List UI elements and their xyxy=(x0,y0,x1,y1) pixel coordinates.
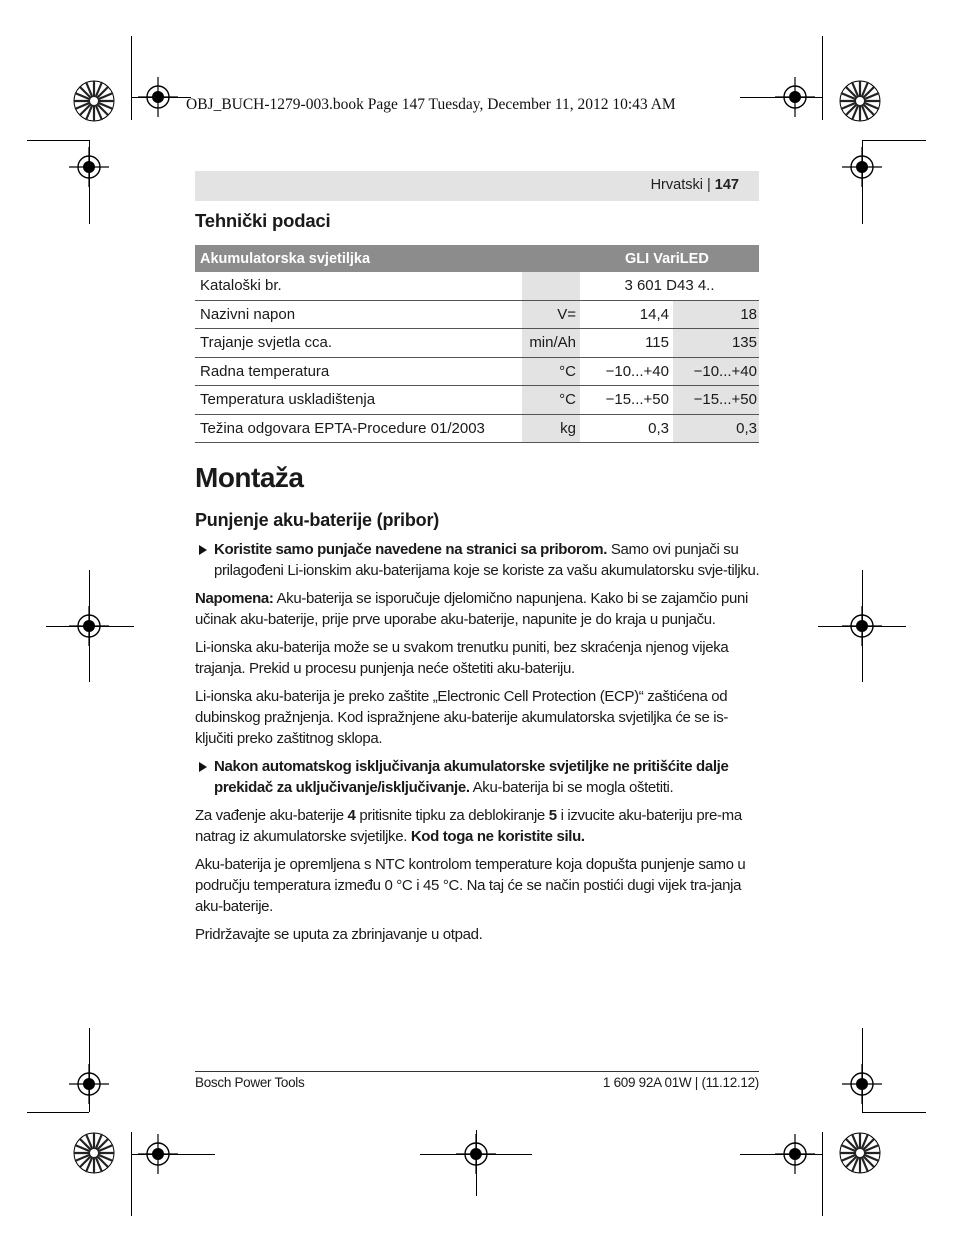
spec-table-header xyxy=(195,245,759,272)
crop-line xyxy=(822,1132,823,1216)
callout-number: 5 xyxy=(548,807,557,824)
row-unit: min/Ah xyxy=(522,329,580,358)
header-separator: | xyxy=(706,177,711,193)
bullet-text: Samo ovi punjači su prilagođeni Li-ionskim aku-baterijama koje se koriste za vašu akumulatorsku svje-tiljku. xyxy=(214,541,760,579)
crop-line xyxy=(131,1132,132,1216)
row-value-1: 14,4 xyxy=(580,300,673,329)
footer-doc-number: 1 609 92A 01W | (11.12.12) xyxy=(602,1075,759,1090)
row-unit: V= xyxy=(522,300,580,329)
paragraph: Aku-baterija je opremljena s NTC kontrolom temperature koja dopušta punjenje samo u području temperatura između 0 °C i 45 °C. Na taj će se način postići dugi vijek tra-janja aku-baterije. xyxy=(195,856,746,915)
color-star-target-icon xyxy=(72,1131,116,1175)
row-value-1: 0,3 xyxy=(580,414,673,443)
warning-text: Kod toga ne koristite silu. xyxy=(410,828,585,845)
paragraph: Li-ionska aku-baterija može se u svakom trenutku puniti, bez skraćenja njenog vijeka trajanja. Prekid u procesu punjenja neće oštetiti aku-bateriju. xyxy=(195,639,729,677)
row-label: Temperatura uskladištenja xyxy=(195,386,522,415)
crop-line xyxy=(27,1112,89,1113)
text-run: i izvucite aku-bateriju pre-ma natrag iz akumulatorske svjetiljke. xyxy=(195,807,742,845)
page-header-text xyxy=(651,177,739,193)
spec-header-label: Akumulatorska svjetiljka xyxy=(195,245,580,272)
note-paragraph xyxy=(195,588,761,630)
registration-mark-icon xyxy=(842,1064,882,1104)
bullet-bold-text: Koristite samo punjače navedene na stranici sa priborom. xyxy=(214,541,608,558)
registration-mark-icon xyxy=(842,147,882,187)
row-value-2: 135 xyxy=(673,329,759,358)
row-value-2: −10...+40 xyxy=(673,357,759,386)
registration-mark-icon xyxy=(138,77,178,117)
note-label: Napomena: xyxy=(195,590,274,607)
row-value: 3 601 D43 4.. xyxy=(580,272,759,300)
bullet-paragraph xyxy=(195,539,761,581)
registration-mark-icon xyxy=(69,1064,109,1104)
registration-mark-icon xyxy=(775,77,815,117)
paragraph: Li-ionska aku-baterija je preko zaštite „Electronic Cell Protection (ECP)“ zaštićena od dubinskog pražnjenja. Kod ispražnjene aku-baterije akumulatorska svjetiljka će se is-ključiti preko zaštitnog sklopa. xyxy=(195,688,729,747)
crop-line xyxy=(862,1112,926,1113)
spec-header-model: GLI VariLED xyxy=(580,245,759,272)
registration-mark-icon xyxy=(69,606,109,646)
registration-mark-icon xyxy=(69,147,109,187)
page-header xyxy=(195,171,759,201)
color-star-target-icon xyxy=(72,79,116,123)
registration-mark-icon xyxy=(138,1134,178,1174)
section-title-tech-data: Tehnički podaci xyxy=(195,210,331,231)
crop-line xyxy=(131,36,132,120)
page-number: 147 xyxy=(714,177,739,193)
footer-divider xyxy=(195,1071,759,1072)
row-label: Trajanje svjetla cca. xyxy=(195,329,522,358)
row-unit: °C xyxy=(522,357,580,386)
bullet-text: Aku-baterija bi se mogla oštetiti. xyxy=(469,779,674,796)
text-run: Za vađenje aku-baterije xyxy=(195,807,348,824)
row-label: Kataloški br. xyxy=(195,272,522,300)
subsection-title-charging: Punjenje aku-baterije (pribor) xyxy=(195,510,440,530)
color-star-target-icon xyxy=(838,79,882,123)
registration-mark-icon xyxy=(775,1134,815,1174)
body-text xyxy=(195,539,761,952)
row-label: Radna temperatura xyxy=(195,357,522,386)
row-value-2: −15...+50 xyxy=(673,386,759,415)
row-label: Težina odgovara EPTA-Procedure 01/2003 xyxy=(195,414,522,443)
row-unit: °C xyxy=(522,386,580,415)
table-row xyxy=(195,357,759,386)
row-unit xyxy=(522,272,580,300)
row-value-2: 0,3 xyxy=(673,414,759,443)
spec-table xyxy=(195,245,759,443)
paragraph: Pridržavajte se uputa za zbrinjavanje u otpad. xyxy=(195,926,483,943)
table-row xyxy=(195,386,759,415)
footer-brand: Bosch Power Tools xyxy=(195,1075,305,1090)
crop-line xyxy=(862,140,926,141)
table-row xyxy=(195,300,759,329)
color-star-target-icon xyxy=(838,1131,882,1175)
table-row xyxy=(195,329,759,358)
row-unit: kg xyxy=(522,414,580,443)
crop-line xyxy=(27,140,89,141)
text-run: pritisnite tipku za deblokiranje xyxy=(355,807,549,824)
section-title-montaza: Montaža xyxy=(195,462,304,493)
callout-number: 4 xyxy=(347,807,356,824)
print-slug: OBJ_BUCH-1279-003.book Page 147 Tuesday, December 11, 2012 10:43 AM xyxy=(186,96,676,113)
bullet-triangle-icon xyxy=(199,762,207,772)
table-row xyxy=(195,414,759,443)
row-value-1: 115 xyxy=(580,329,673,358)
header-language: Hrvatski xyxy=(650,177,703,193)
registration-mark-icon xyxy=(842,606,882,646)
row-label: Nazivni napon xyxy=(195,300,522,329)
bullet-bold-text: Nakon automatskog isključivanja akumulatorske svjetiljke ne pritišćite dalje prekidač za uključivanje/isključivanje. xyxy=(214,758,729,796)
paragraph xyxy=(195,805,761,847)
row-value-1: −10...+40 xyxy=(580,357,673,386)
table-row xyxy=(195,272,759,300)
note-text: Aku-baterija se isporučuje djelomično napunjena. Kako bi se zajamčio puni učinak aku-baterije, prije prve uporabe aku-baterije, napunite je do kraja u punjaču. xyxy=(195,590,748,628)
row-value-1: −15...+50 xyxy=(580,386,673,415)
crop-line xyxy=(822,36,823,120)
row-value-2: 18 xyxy=(673,300,759,329)
bullet-triangle-icon xyxy=(199,545,207,555)
registration-mark-icon xyxy=(456,1134,496,1174)
bullet-paragraph xyxy=(195,756,761,798)
